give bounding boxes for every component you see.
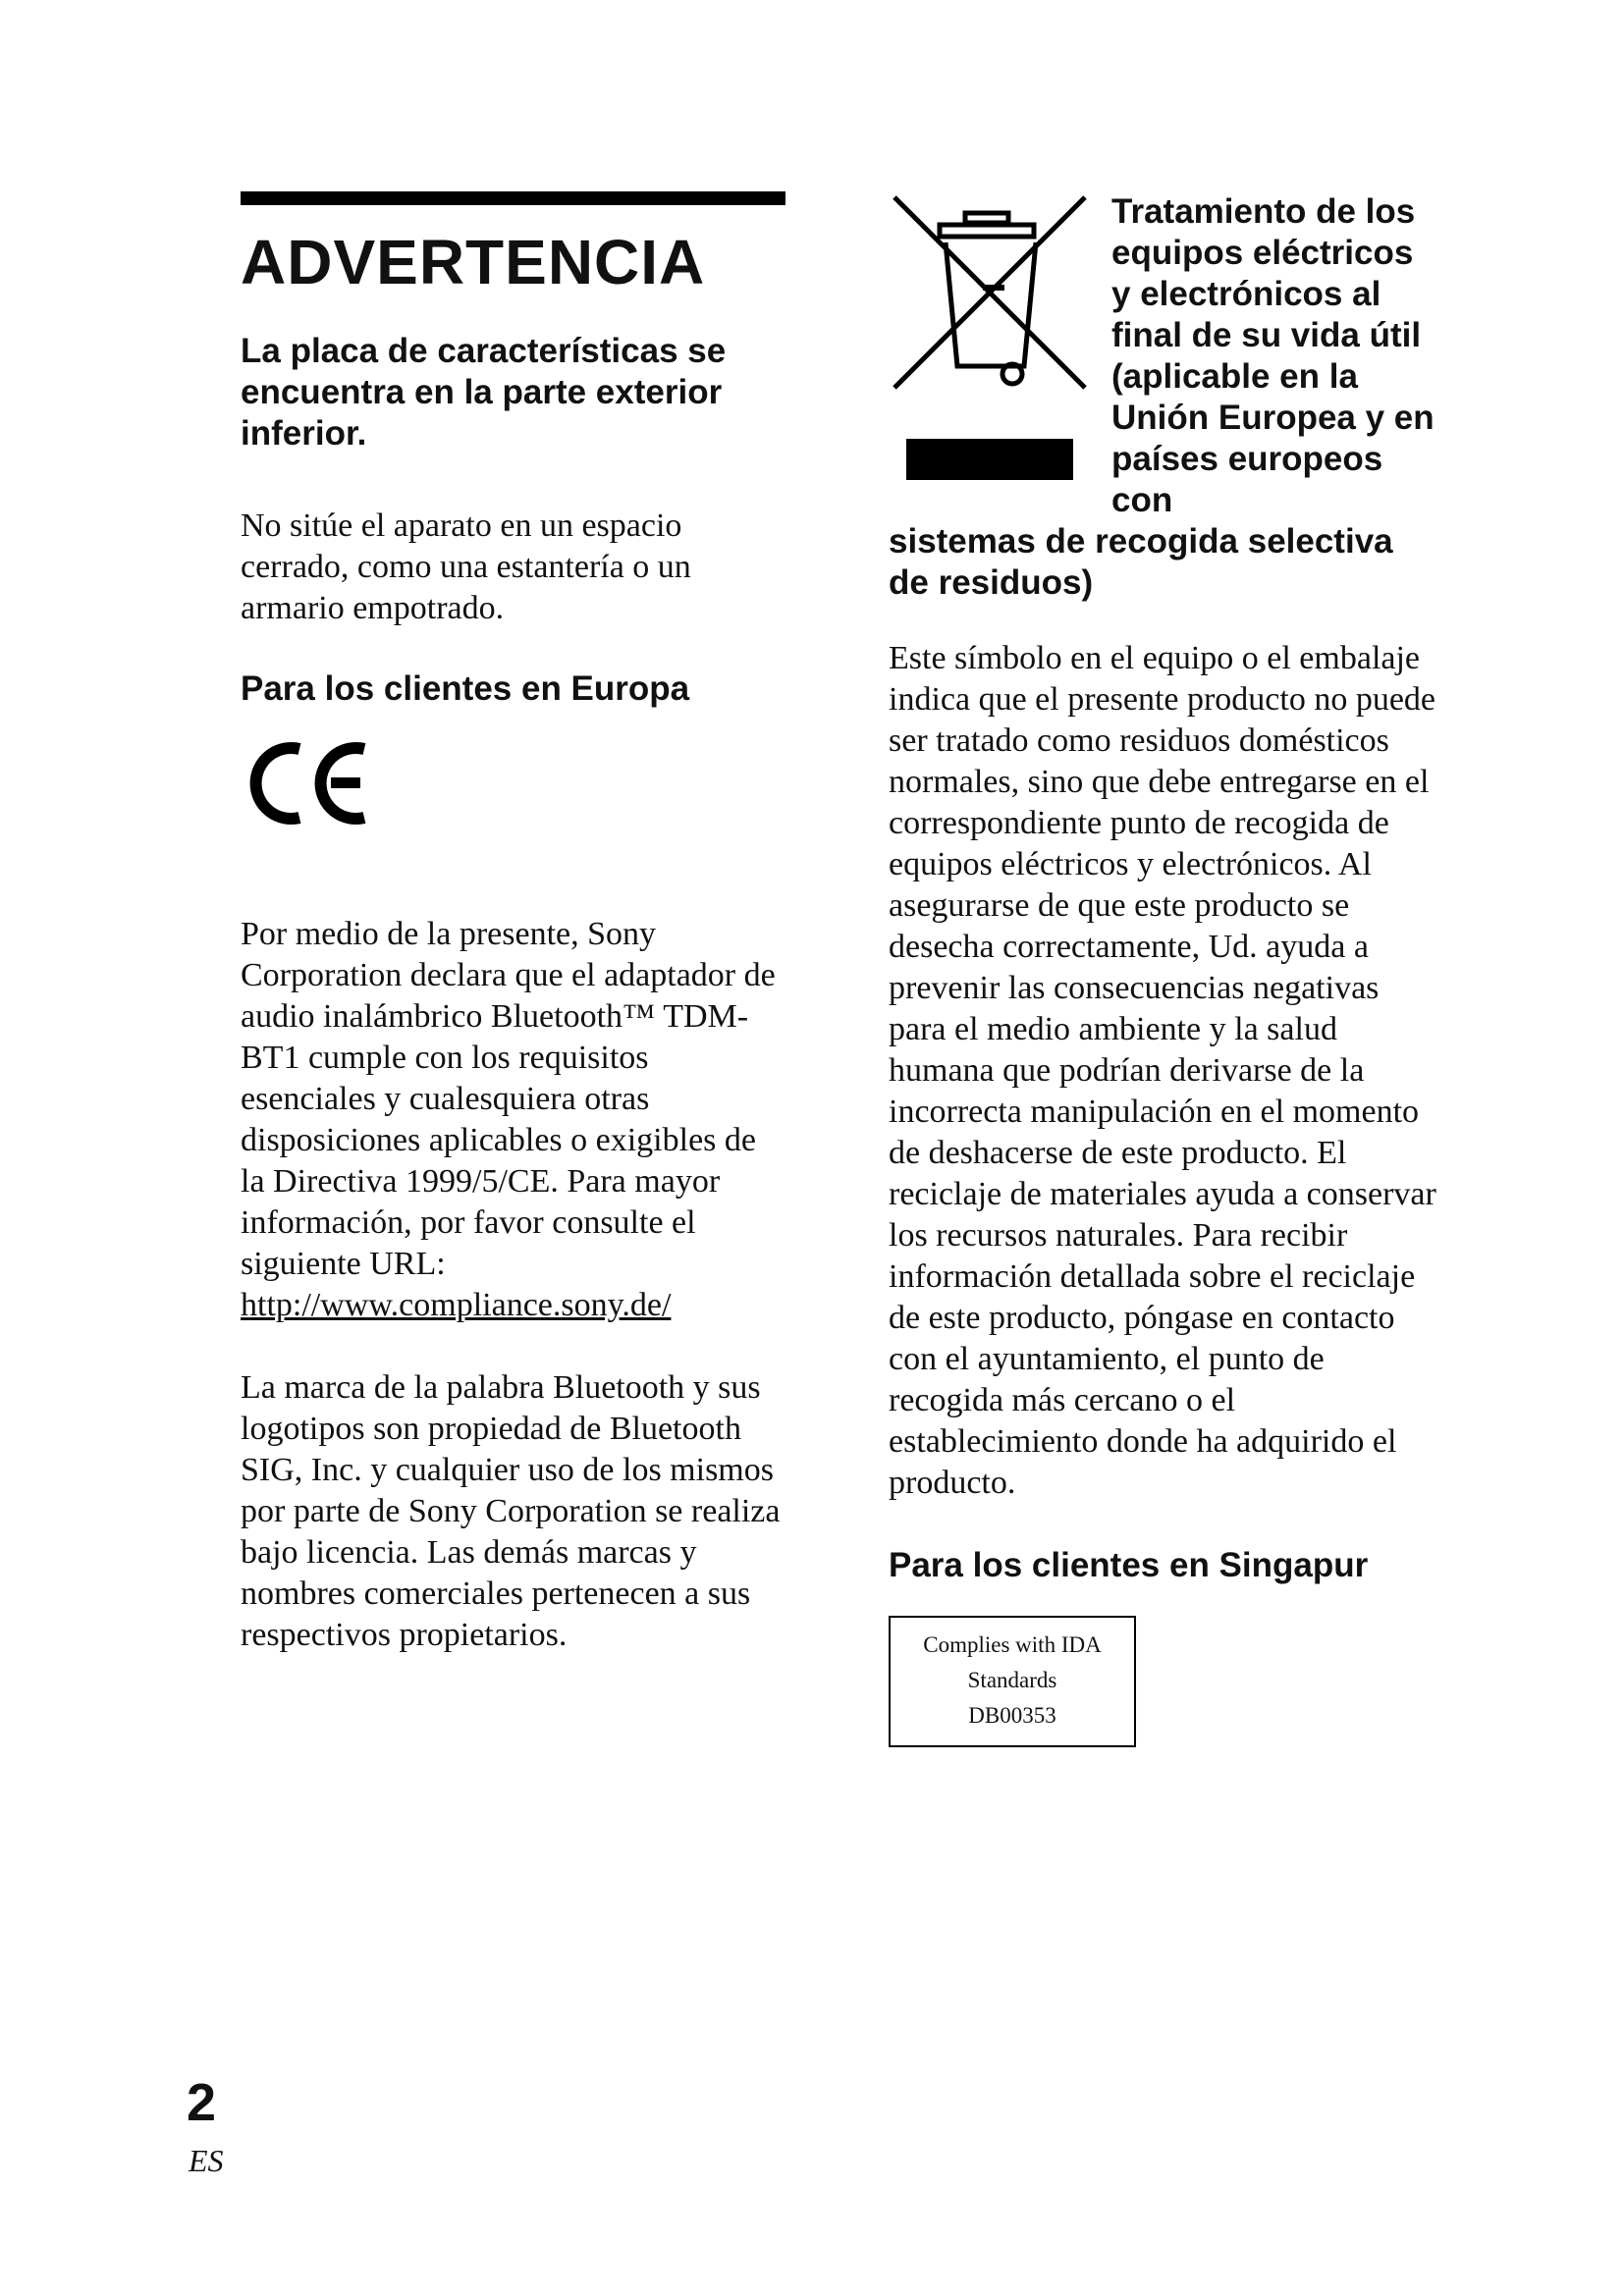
nameplate-heading: La placa de características se encuentra en la parte exterior inferior. <box>241 332 727 453</box>
europe-heading: Para los clientes en Europa <box>241 669 690 708</box>
left-column <box>241 191 785 1656</box>
ida-line-3: DB00353 <box>968 1703 1056 1728</box>
ida-compliance-label <box>889 1616 1136 1747</box>
trademark-notice: La marca de la palabra Bluetooth y sus logotipos son propiedad de Bluetooth SIG, Inc. y cualquier uso de los mismos por parte de Sony Corporation se realiza bajo licencia. Las demás marcas y nombres comerciales pertenecen a sus respectivos propietarios. <box>241 1369 781 1653</box>
page-title: ADVERTENCIA <box>241 227 706 297</box>
conformity-declaration: Por medio de la presente, Sony Corporation declara que el adaptador de audio inalámbrico Bluetooth™ TDM-BT1 cumple con los requisitos esenciales y cualesquiera otras disposiciones aplicables o exigibles de la Directiva 1999/5/CE. Para mayor información, por favor consulte el siguiente URL: <box>241 916 776 1282</box>
weee-heading-part1: Tratamiento de los equipos eléctricos y electrónicos al final de su vida útil (aplicable en la Unión Europea y en países europeos con <box>1111 192 1435 519</box>
ida-line-1: Complies with IDA <box>923 1632 1102 1657</box>
ida-line-2: Standards <box>967 1668 1057 1692</box>
compliance-url-link[interactable]: http://www.compliance.sony.de/ <box>241 1287 672 1323</box>
weee-body-text: Este símbolo en el equipo o el embalaje indica que el presente producto no puede ser tratado como residuos domésticos normales, sino que debe entregarse en el correspondiente punto de recogida de equipos eléctricos y electrónicos. Al asegurarse de que este producto se desecha correctamente, Ud. ayuda a prevenir las consecuencias negativas para el medio ambiente y la salud humana que podrían derivarse de la incorrecta manipulación en el momento de deshacerse de este producto. El reciclaje de materiales ayuda a conservar los recursos naturales. Para recibir información detallada sobre el reciclaje de este producto, póngase en contacto con el ayuntamiento, el punto de recogida más cercano o el establecimiento donde ha adquirido el producto. <box>889 640 1436 1501</box>
weee-black-bar <box>906 439 1073 480</box>
ce-mark-icon <box>248 739 376 828</box>
page-number: 2 <box>187 2073 217 2132</box>
weee-heading-part2: sistemas de recogida selectiva de residuos) <box>889 522 1393 602</box>
singapore-heading: Para los clientes en Singapur <box>889 1546 1369 1584</box>
heading-rule <box>241 191 785 205</box>
language-code: ES <box>189 2143 224 2178</box>
right-column <box>889 191 1438 1747</box>
placement-warning: No sitúe el aparato en un espacio cerrado, como una estantería o un armario empotrado. <box>241 507 691 626</box>
crossed-out-wheelie-bin-icon <box>889 191 1095 407</box>
weee-section-header <box>889 191 1438 602</box>
